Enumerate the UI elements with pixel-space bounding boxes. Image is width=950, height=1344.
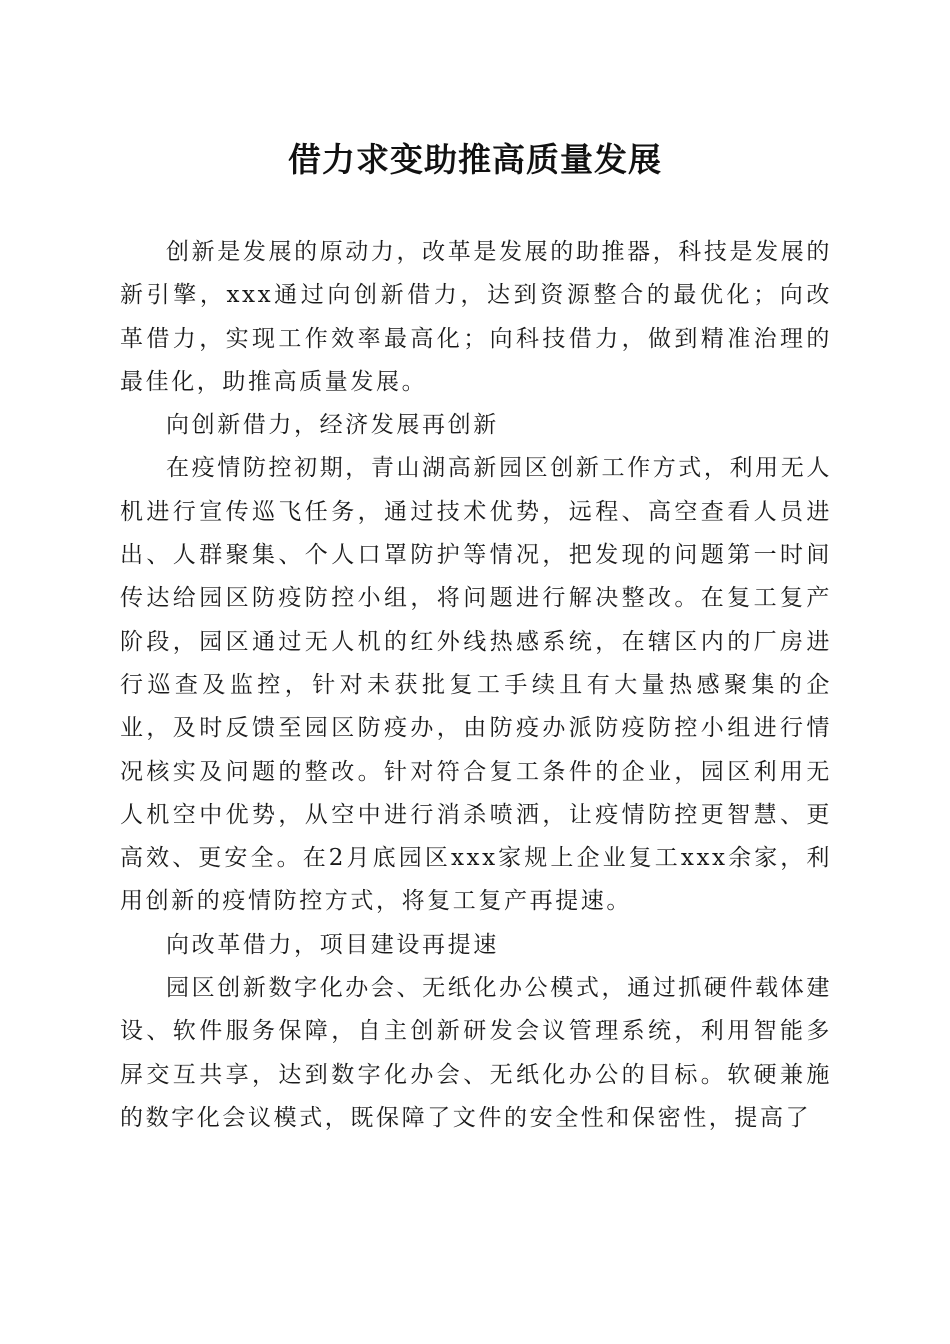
- section-heading-reform: 向改革借力，项目建设再提速: [166, 931, 499, 958]
- document-body: [120, 231, 832, 1140]
- innovation-paragraph: 在疫情防控初期，青山湖高新园区创新工作方式，利用无人机进行宣传巡飞任务，通过技术优势，远程、高空查看人员进出、人群聚集、个人口罩防护等情况，把发现的问题第一时间传达给园区防疫防控小组，将问题进行解决整改。在复工复产阶段，园区通过无人机的红外线热感系统，在辖区内的厂房进行巡查及监控，针对未获批复工手续且有大量热感聚集的企业，及时反馈至园区防疫办，由防疫办派防疫防控小组进行情况核实及问题的整改。针对符合复工条件的企业，园区利用无人机空中优势，从空中进行消杀喷洒，让疫情防控更智慧、更高效、更安全。在2月底园区xxx家规上企业复工xxx余家，利用创新的疫情防控方式，将复工复产再提速。: [120, 455, 832, 915]
- document-title: 借力求变助推高质量发展: [288, 140, 662, 179]
- reform-paragraph: 园区创新数字化办会、无纸化办公模式，通过抓硬件载体建设、软件服务保障，自主创新研发会议管理系统，利用智能多屏交互共享，达到数字化办会、无纸化办公的目标。软硬兼施的数字化会议模式，既保障了文件的安全性和保密性，提高了: [120, 975, 832, 1131]
- section-heading-innovation: 向创新借力，经济发展再创新: [166, 412, 499, 439]
- intro-paragraph: 创新是发展的原动力，改革是发展的助推器，科技是发展的新引擎，xxx通过向创新借力，达到资源整合的最优化；向改革借力，实现工作效率最高化；向科技借力，做到精准治理的最佳化，助推高质量发展。: [120, 239, 832, 395]
